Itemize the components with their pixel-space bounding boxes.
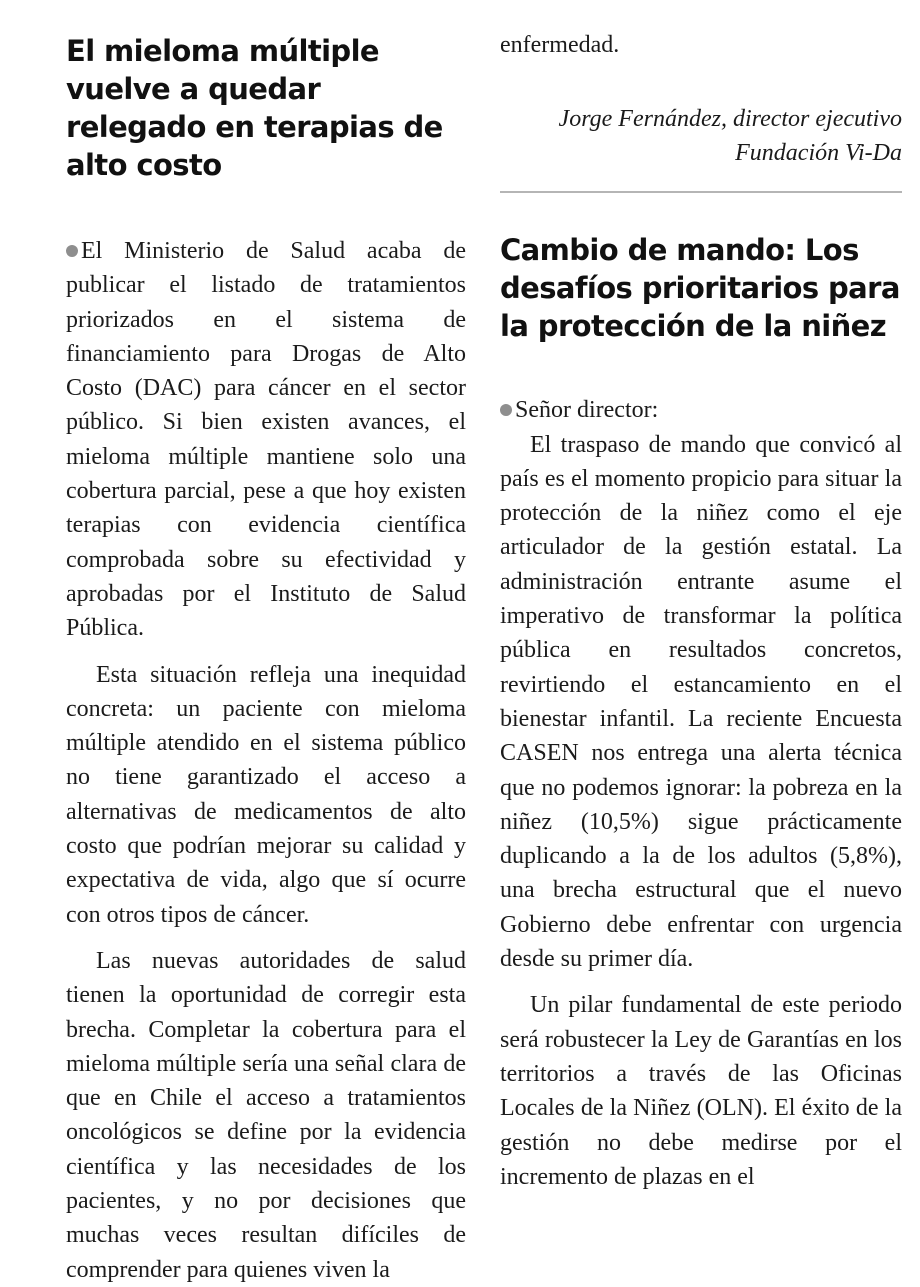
left-paragraph-1: El Ministerio de Salud acaba de publicar el listado de tratamientos priorizados en el sistema de financiamiento para Drogas de Alto Costo (DAC) para cáncer en el sector público. Si bien existen avances, el mieloma múltiple mantiene solo una cobertura parcial, pese a que hoy existen terapias con evidencia científica comprobada sobre su efectividad y aprobadas por el Instituto de Salud Pública. [66, 238, 466, 642]
bullet-icon [500, 404, 512, 416]
salutation: Señor director: [500, 393, 902, 427]
right-column [500, 0, 902, 1194]
right-paragraph-1: El traspaso de mando que convicó al país es el momento propicio para situar la protección de la niñez como el eje articulador de la gestión estatal. La administración entrante asume el imperativo de transformar la política pública en resultados concretos, revirtiendo el estancamiento en el bienestar infantil. La reciente Encuesta CASEN nos entrega una alerta técnica que no podemos ignorar: la pobreza en la niñez (10,5%) sigue prácticamente duplicando a la de los adultos (5,8%), una brecha estructural que el nuevo Gobierno debe enfrentar con urgencia desde su primer día. [500, 431, 902, 973]
right-paragraph-2: Un pilar fundamental de este periodo será robustecer la Ley de Garantías en los territorios a través de las Oficinas Locales de la Niñez (OLN). El éxito de la gestión no debe medirse por el incremento de plazas en el [500, 992, 902, 1190]
left-paragraph-2: Esta situación refleja una inequidad concreta: un paciente con mieloma múltiple atendido en el sistema público no tiene garantizado el acceso a alternativas de medicamentos de alto costo que podrían mejorar su calidad y expectativa de vida, algo que sí ocurre con otros tipos de cáncer. [66, 661, 466, 928]
signature-name: Jorge Fernández, director ejecutivo [558, 106, 902, 133]
section-divider [500, 191, 902, 193]
previous-letter-continuation: enfermedad. [500, 32, 620, 58]
left-paragraph-3: Las nuevas autoridades de salud tienen la oportunidad de corregir esta brecha. Completar la cobertura para el mieloma múltiple sería una señal clara de que en Chile el acceso a tratamientos oncológicos se define por la evidencia científica y las necesidades de los pacientes, y no por decisiones que muchas veces resultan difíciles de comprender para quienes viven la [66, 947, 466, 1283]
left-letter-headline: El mieloma múltiple vuelve a quedar relegado en terapias de alto costo [66, 34, 443, 182]
signature-organization: Fundación Vi-Da [735, 140, 902, 167]
right-letter-body [500, 393, 902, 1194]
left-letter-body [66, 234, 466, 1287]
bullet-icon [66, 245, 78, 257]
right-letter-headline: Cambio de mando: Los desafíos prioritarios para la protección de la niñez [500, 233, 900, 344]
left-column [66, 0, 466, 1287]
